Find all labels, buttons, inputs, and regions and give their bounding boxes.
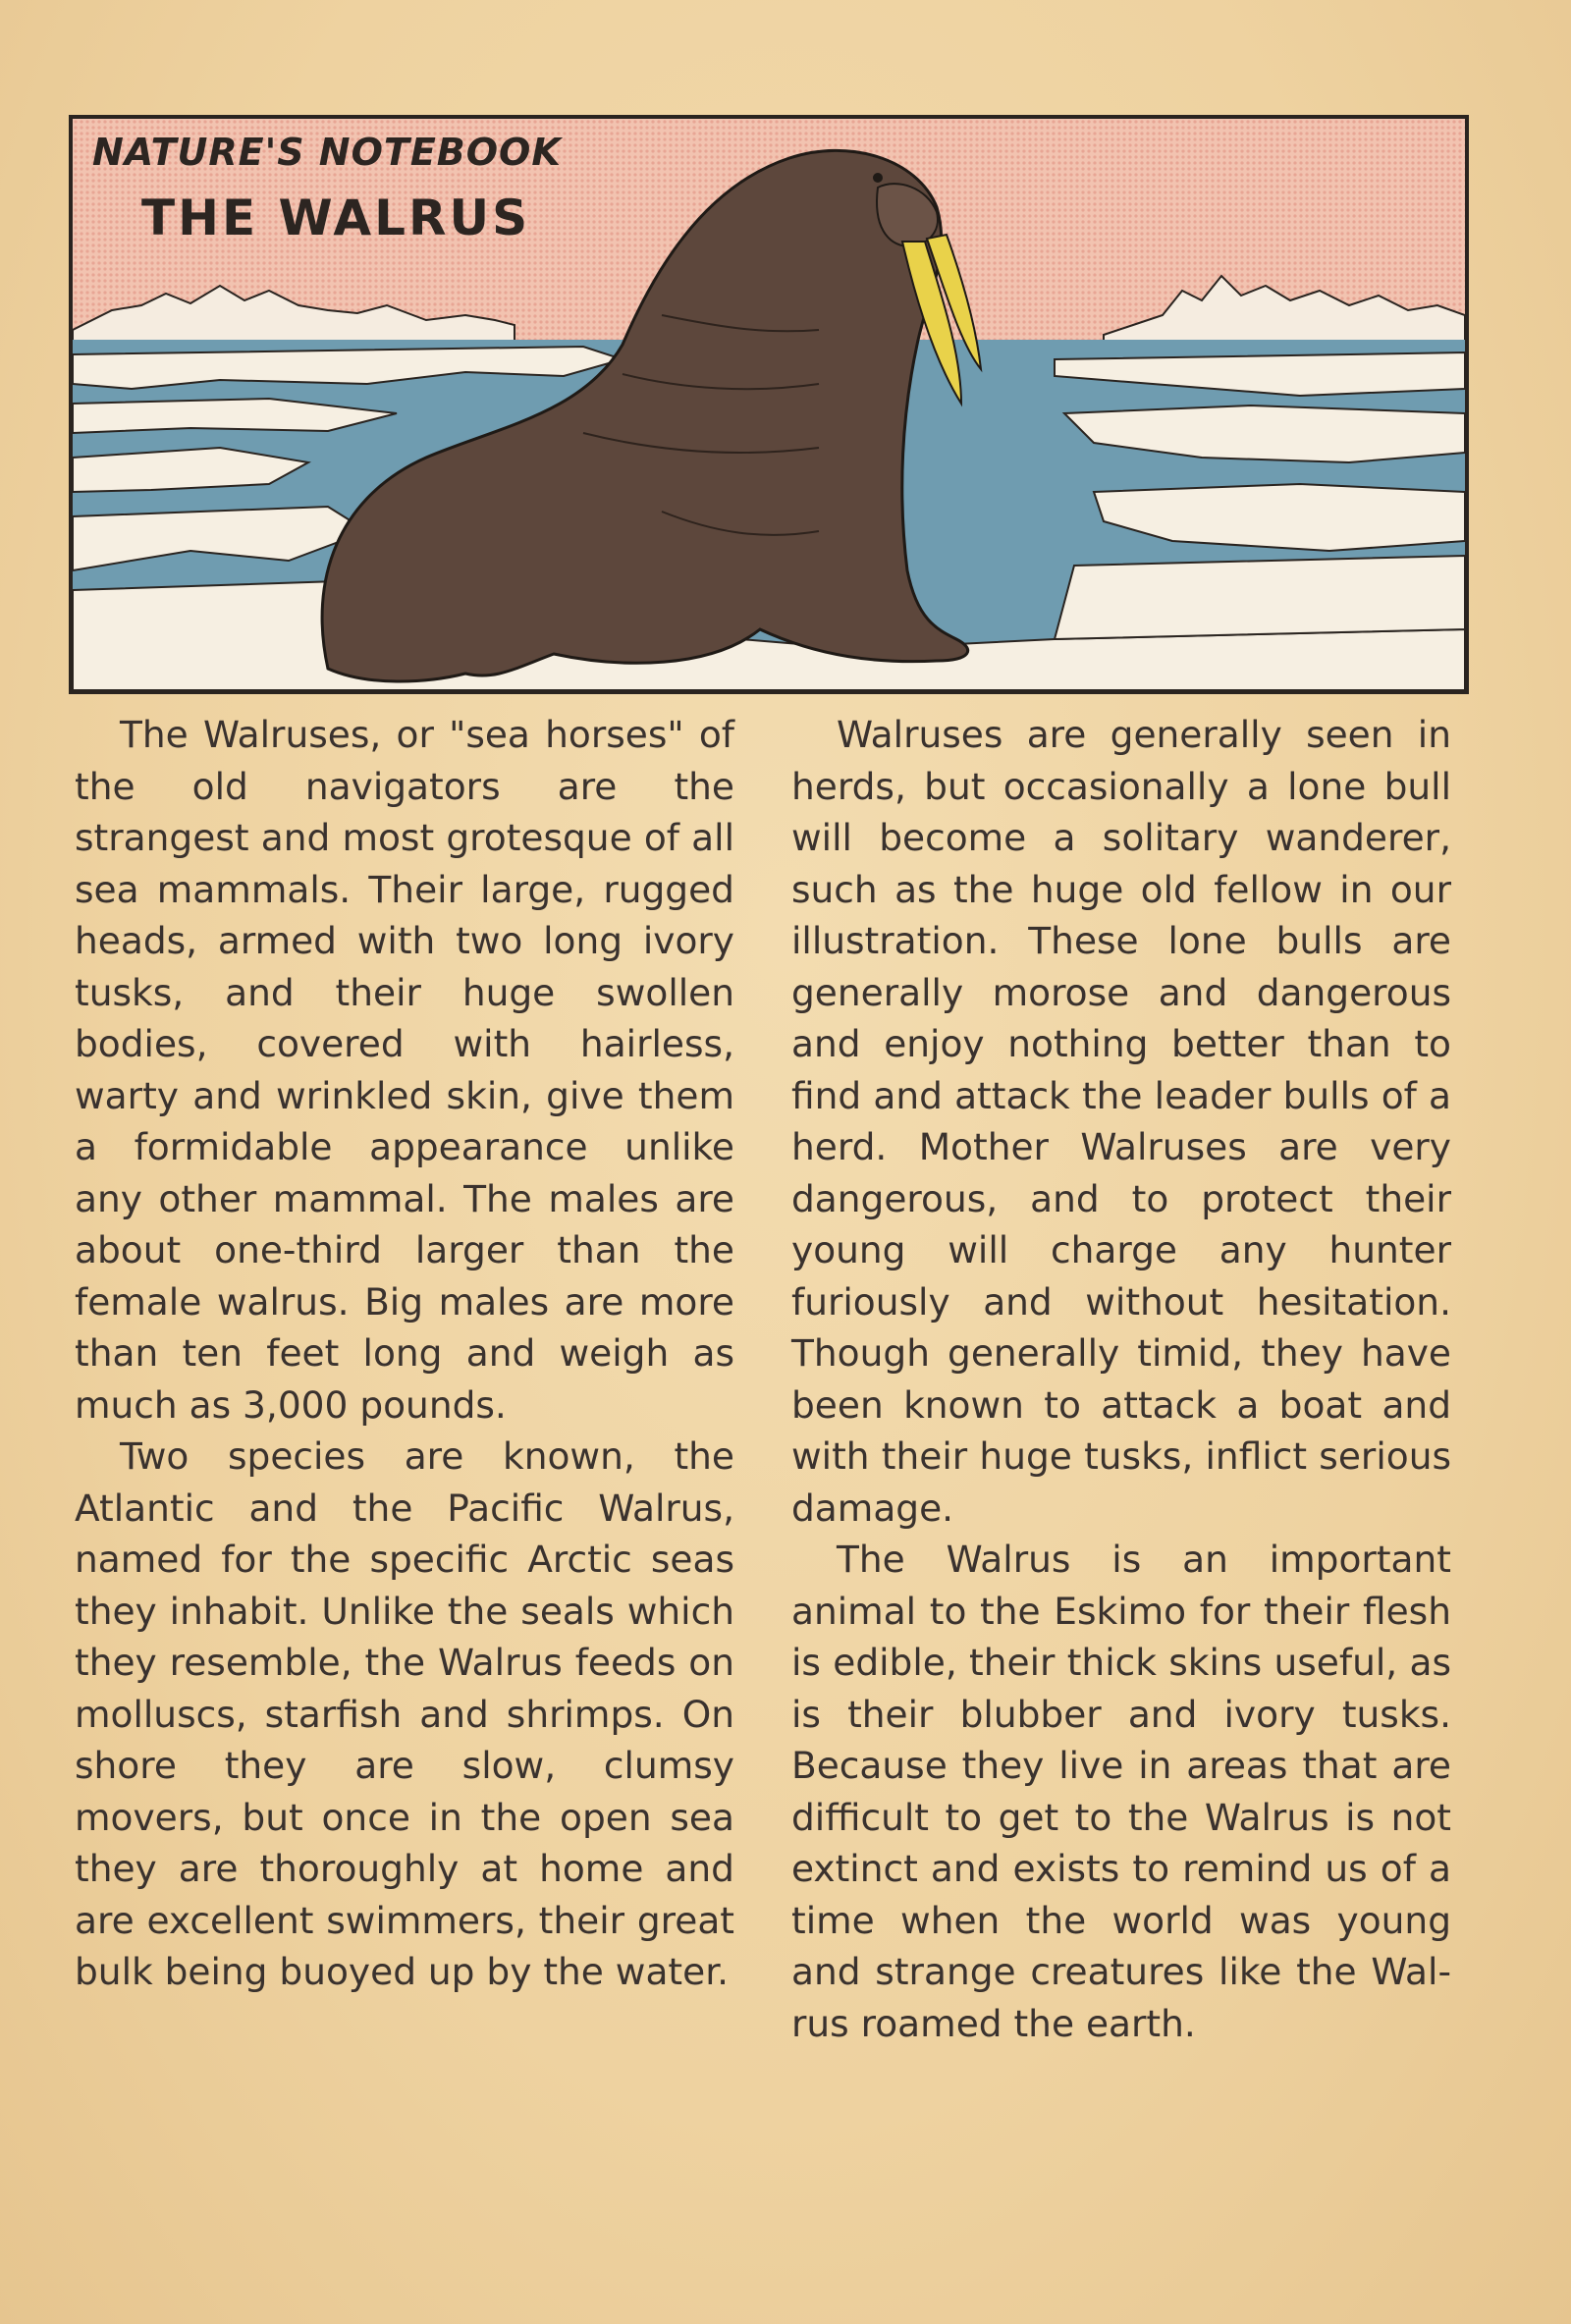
article-column-left: [75, 709, 734, 1998]
paragraph: Two species are known, the Atlantic and the Pacific Walrus, named for the specific Arctic seas they inhabit. Unlike the seals which they resemble, the Walrus feeds on molluscs, starfish and shrimps. On shore they are slow, clumsy movers, but once in the open sea they are thoroughly at home and are excellent swimmers, their great bulk being buoyed up by the water.: [75, 1434, 734, 1993]
illustration-panel: [69, 115, 1469, 694]
paragraph: The Walrus is an important animal to the Eskimo for their flesh is edible, their thick skins useful, as is their blubber and ivory tusks. Because they live in areas that are difficult to get to the Walrus is not extinct and exists to remind us of a time when the world was young and strange creatures like the Walrus roamed the earth.: [791, 1538, 1451, 2045]
paragraph: Walruses are generally seen in herds, but occasionally a lone bull will become a solitary wanderer, such as the huge old fellow in our illustration. These lone bulls are generally morose and dangerous and enjoy nothing better than to find and attack the leader bulls of a herd. Mother Walruses are very dangerous, and to protect their young will charge any hunter furiously and without hesitation. Though generally timid, they have been known to attack a boat and with their huge tusks, inflict serious damage.: [791, 713, 1451, 1530]
page-title: THE WALRUS: [141, 189, 531, 246]
article-column-right: [791, 709, 1451, 2049]
paragraph: The Walruses, or "sea horses" of the old navigators are the strangest and most grotesque of all sea mammals. Their large, rugged heads, armed with two long ivory tusks, and their huge swollen bodies, covered with hairless, warty and wrinkled skin, give them a formidable appearance unlike any other mammal. The males are about one-third larger than the female walrus. Big males are more than ten feet long and weigh as much as 3,000 pounds.: [75, 713, 734, 1427]
walrus-eye: [873, 173, 883, 183]
section-kicker: NATURE'S NOTEBOOK: [92, 131, 562, 174]
